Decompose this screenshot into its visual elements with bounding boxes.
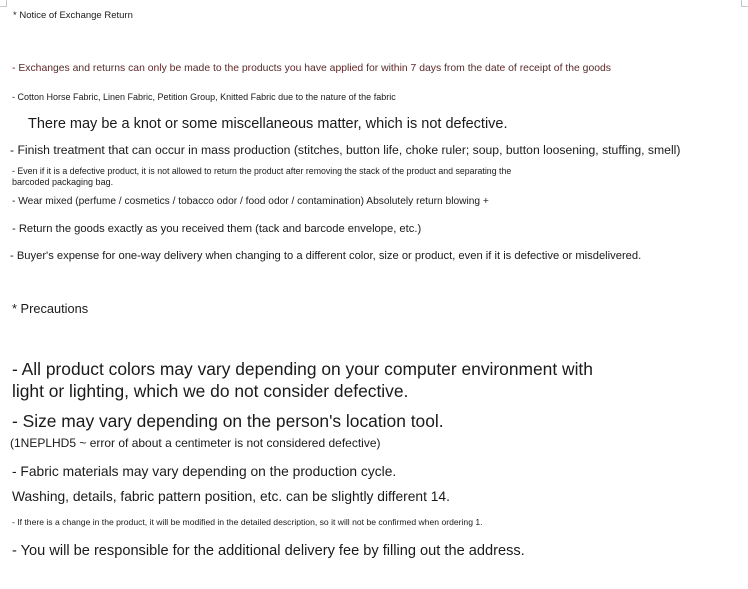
- exchange-item-defective-return-cont: barcoded packaging bag.: [12, 177, 114, 187]
- precaution-item-delivery-fee: - You will be responsible for the additional delivery fee by filling out the address.: [12, 543, 525, 559]
- precaution-item-size-note: (1NEPLHD5 ~ error of about a centimeter is not considered defective): [10, 436, 381, 450]
- precaution-item-colors-cont: light or lighting, which we do not consider defective.: [12, 381, 409, 401]
- exchange-item-7-days: - Exchanges and returns can only be made to the products you have applied for within 7 days from the date of receipt of the goods: [12, 63, 611, 74]
- exchange-item-buyer-expense: - Buyer's expense for one-way delivery when changing to a different color, size or product, even if it is defective or misdelivered.: [10, 250, 642, 262]
- exchange-item-return-as-received: - Return the goods exactly as you received them (tack and barcode envelope, etc.): [12, 223, 422, 235]
- page-corner-left: [0, 0, 7, 7]
- exchange-heading: * Notice of Exchange Return: [13, 10, 133, 21]
- exchange-item-wear-mixed: - Wear mixed (perfume / cosmetics / tobacco odor / food odor / contamination) Absolutely return blowing +: [12, 196, 489, 207]
- precaution-item-product-change: - If there is a change in the product, it will be modified in the detailed description, so it will not be confirmed when ordering 1.: [12, 517, 483, 527]
- exchange-item-defective-return: - Even if it is a defective product, it is not allowed to return the product after removing the stack of the product and separating the: [12, 166, 512, 176]
- precautions-heading: * Precautions: [12, 301, 89, 316]
- exchange-item-fabric-nature: - Cotton Horse Fabric, Linen Fabric, Petition Group, Knitted Fabric due to the nature of the fabric: [12, 92, 396, 102]
- precaution-item-washing-details: Washing, details, fabric pattern position, etc. can be slightly different 14.: [12, 489, 450, 504]
- exchange-item-finish-treatment: - Finish treatment that can occur in mass production (stitches, button life, choke ruler; soup, button loosening, stuffing, smell): [10, 143, 681, 157]
- precaution-item-fabric-materials: - Fabric materials may vary depending on the production cycle.: [12, 464, 397, 479]
- page-corner-right: [741, 0, 748, 7]
- precaution-item-colors: - All product colors may vary depending on your computer environment with: [12, 359, 593, 379]
- exchange-item-knot: There may be a knot or some miscellaneous matter, which is not defective.: [28, 116, 508, 132]
- precaution-item-size: - Size may vary depending on the person's location tool.: [12, 411, 444, 431]
